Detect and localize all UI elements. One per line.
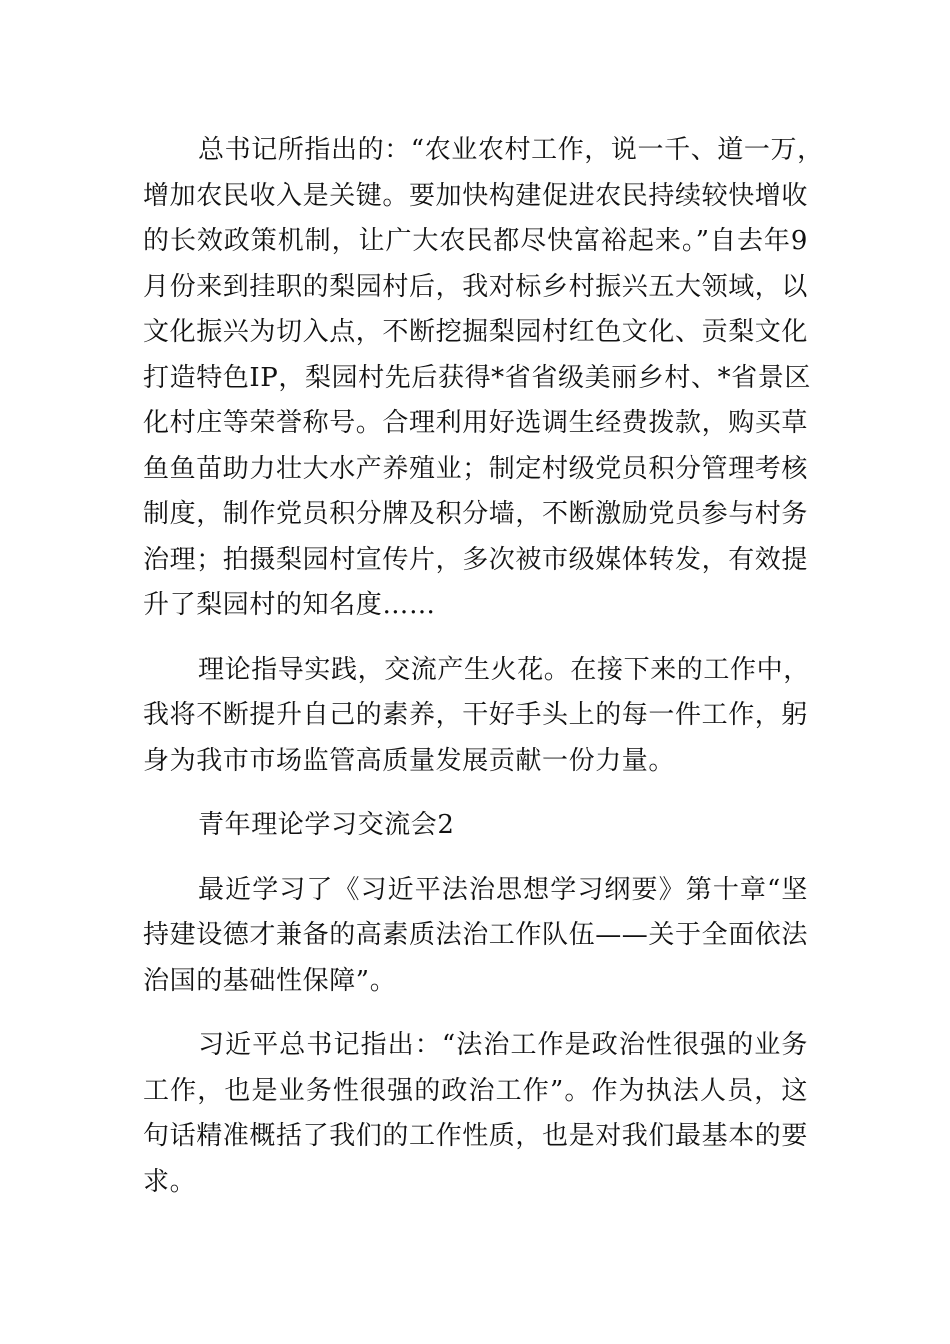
- paragraph-study: [143, 868, 808, 1005]
- text-line: 文化振兴为切入点，不断挖掘梨园村红色文化、贡梨文化: [143, 317, 809, 347]
- paragraph-rural-income: [143, 128, 824, 629]
- text-line: 鱼鱼苗助力壮大水产养殖业；制定村级党员积分管理考核: [143, 453, 809, 484]
- text-line: 月份来到挂职的梨园村后，我对标乡村振兴五大领域，以: [143, 271, 809, 302]
- text-line: 化村庄等荣誉称号。合理利用好选调生经费拨款，购买草: [143, 408, 809, 438]
- text-line: 理论指导实践，交流产生火花。在接下来的工作中，: [198, 654, 810, 685]
- text-line: 我将不断提升自己的素养，干好手头上的每一件工作，躬: [143, 700, 809, 730]
- text-line: 句话精准概括了我们的工作性质，也是对我们最基本的要: [143, 1121, 809, 1151]
- text-line: 升了梨园村的知名度……: [143, 590, 436, 620]
- text-line: 求。: [143, 1166, 197, 1197]
- text-line: 总书记所指出的：“农业农村工作，说一千、道一万，: [198, 135, 824, 165]
- text-line: 治理；拍摄梨园村宣传片，多次被市级媒体转发，有效提: [143, 544, 809, 575]
- paragraph-gap: [143, 1004, 808, 1023]
- text-line: 持建设德才兼备的高素质法治工作队伍——关于全面依法: [143, 920, 809, 950]
- text-line: 的长效政策机制，让广大农民都尽快富裕起来。”自去年9: [143, 226, 808, 256]
- text-line: 增加农民收入是关键。要加快构建促进农民持续较快增收: [143, 180, 809, 211]
- paragraph-quote: [143, 1023, 808, 1205]
- text-line: 最近学习了《习近平法治思想学习纲要》第十章“坚: [198, 874, 808, 905]
- text-line: 工作，也是业务性很强的政治工作”。作为执法人员，这: [143, 1075, 808, 1106]
- text-line: 制度，制作党员积分牌及积分墙，不断激励党员参与村务: [143, 499, 809, 529]
- text-line: 打造特色IP，梨园村先后获得*省省级美丽乡村、*省景区: [143, 362, 811, 393]
- text-line: 习近平总书记指出：“法治工作是政治性很强的业务: [198, 1030, 808, 1060]
- text-line: 身为我市市场监管高质量发展贡献一份力量。: [143, 745, 676, 776]
- paragraph-gap: [143, 629, 808, 648]
- paragraph-gap: [143, 849, 808, 868]
- section-heading: [143, 803, 808, 849]
- paragraph-practice: [143, 648, 808, 785]
- text-line: 治国的基础性保障”。: [143, 965, 397, 996]
- section-heading-text: 青年理论学习交流会2: [198, 810, 455, 840]
- paragraph-gap: [143, 784, 808, 803]
- document-body: [143, 128, 824, 1205]
